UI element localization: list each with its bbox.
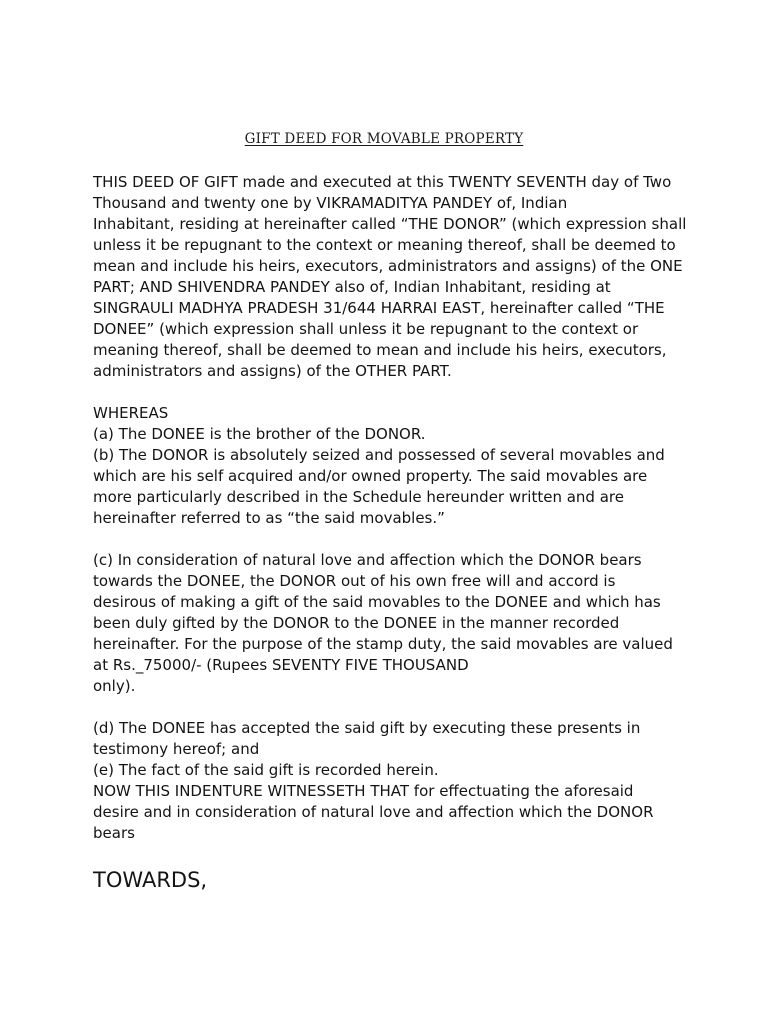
- paragraph: [93, 403, 693, 529]
- text-line: hereinafter referred to as “the said movables.”: [93, 509, 445, 527]
- text-line: desire and in consideration of natural love and affection which the DONOR: [93, 803, 654, 821]
- text-line: (a) The DONEE is the brother of the DONOR.: [93, 425, 426, 443]
- text-line: (d) The DONEE has accepted the said gift by executing these presents in: [93, 719, 641, 737]
- paragraph: [93, 718, 693, 844]
- text-line: testimony hereof; and: [93, 740, 260, 758]
- text-line: only).: [93, 677, 136, 695]
- text-line: (e) The fact of the said gift is recorded herein.: [93, 761, 439, 779]
- text-line: (c) In consideration of natural love and affection which the DONOR bears: [93, 551, 642, 569]
- text-line: DONEE” (which expression shall unless it be repugnant to the context or: [93, 320, 639, 338]
- closing-heading: TOWARDS,: [93, 868, 208, 892]
- text-line: desirous of making a gift of the said movables to the DONEE and which has: [93, 593, 661, 611]
- text-line: at Rs._75000/- (Rupees SEVENTY FIVE THOUSAND: [93, 656, 469, 674]
- text-line: PART; AND SHIVENDRA PANDEY also of, Indian Inhabitant, residing at: [93, 278, 611, 296]
- paragraph: [93, 172, 693, 382]
- text-line: unless it be repugnant to the context or meaning thereof, shall be deemed to: [93, 236, 676, 254]
- text-line: which are his self acquired and/or owned property. The said movables are: [93, 467, 648, 485]
- text-line: more particularly described in the Schedule hereunder written and are: [93, 488, 624, 506]
- paragraph-gap: [93, 529, 693, 550]
- document-body: [93, 172, 693, 844]
- text-line: Inhabitant, residing at hereinafter called “THE DONOR” (which expression shall: [93, 215, 687, 233]
- text-line: SINGRAULI MADHYA PRADESH 31/644 HARRAI EAST, hereinafter called “THE: [93, 299, 665, 317]
- text-line: towards the DONEE, the DONOR out of his own free will and accord is: [93, 572, 616, 590]
- text-line: administrators and assigns) of the OTHER PART.: [93, 362, 452, 380]
- text-line: Thousand and twenty one by VIKRAMADITYA PANDEY of, Indian: [93, 194, 568, 212]
- text-line: meaning thereof, shall be deemed to mean and include his heirs, executors,: [93, 341, 667, 359]
- paragraph: [93, 550, 693, 697]
- text-line: bears: [93, 824, 135, 842]
- text-line: mean and include his heirs, executors, administrators and assigns) of the ONE: [93, 257, 683, 275]
- text-line: NOW THIS INDENTURE WITNESSETH THAT for effectuating the aforesaid: [93, 782, 634, 800]
- text-line: (b) The DONOR is absolutely seized and possessed of several movables and: [93, 446, 665, 464]
- document-title: GIFT DEED FOR MOVABLE PROPERTY: [244, 131, 524, 147]
- paragraph-gap: [93, 382, 693, 403]
- paragraph-gap: [93, 697, 693, 718]
- text-line: been duly gifted by the DONOR to the DONEE in the manner recorded: [93, 614, 620, 632]
- text-line: hereinafter. For the purpose of the stamp duty, the said movables are valued: [93, 635, 673, 653]
- text-line: THIS DEED OF GIFT made and executed at this TWENTY SEVENTH day of Two: [93, 173, 672, 191]
- text-line: WHEREAS: [93, 404, 169, 422]
